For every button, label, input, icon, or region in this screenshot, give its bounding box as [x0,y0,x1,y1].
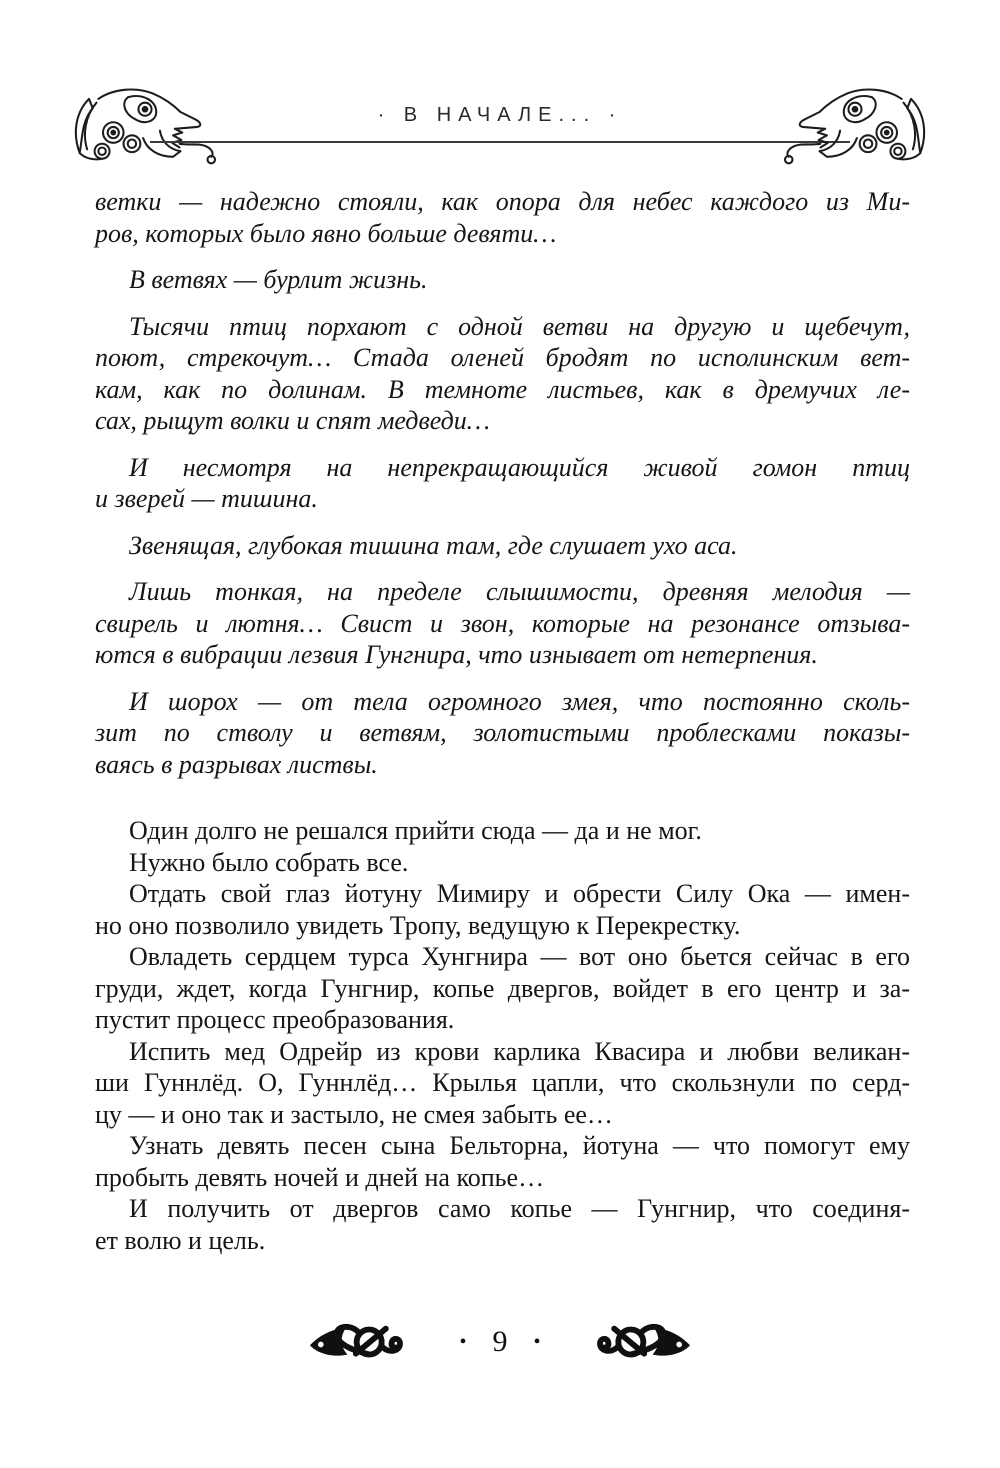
text-line: пробыть девять ночей и дней на копье… [95,1162,545,1192]
paragraph [95,186,910,249]
text-line: Испить мед Одрейр из крови карлика Квасира и любви великан- [129,1036,910,1066]
paragraph [95,311,910,437]
text-line: И шорох — от тела огромного змея, что постоянно сколь- [129,686,910,716]
paragraph [95,878,910,941]
page-number: 9 [492,1325,508,1358]
text-line: И несмотря на непрекращающийся живой гомон птиц [129,452,910,482]
text-line: поют, стрекочут… Стада оленей бродят по исполинским вет- [95,343,910,372]
text-line: Тысячи птиц порхают с одной ветви на другую и щебечут, [129,311,910,341]
dragon-head-ornament-right-icon [780,84,930,168]
text-line: Звенящая, глубокая тишина там, где слушает ухо аса. [129,530,738,560]
header-rule [150,141,850,143]
text-line: Овладеть сердцем турса Хунгнира — вот оно бьется сейчас в его [129,942,910,971]
paragraph [95,815,910,847]
paragraph [95,452,910,515]
page-header [0,84,1000,168]
text-line: груди, ждет, когда Гунгнир, копье двергов, войдет в его центр и за- [95,973,910,1003]
italic-section [95,186,910,780]
text-line: ветки — надежно стояли, как опора для небес каждого из Ми- [95,187,910,216]
paragraph [95,576,910,671]
text-line: ров, которых было явно больше девяти… [95,218,557,248]
paragraph [95,1036,910,1131]
text-line: но оно позволило увидеть Тропу, ведущую к Перекрестку. [95,910,741,940]
text-line: сах, рыщут волки и спят медведи… [95,406,490,435]
text-line: ет волю и цель. [95,1225,266,1255]
paragraph [95,847,910,879]
text-line: В ветвях — бурлит жизнь. [129,265,428,294]
text-line: ваясь в разрывах листвы. [95,749,378,779]
paragraph [95,264,910,296]
page-number-bullet-left: • [459,1331,467,1353]
text-line: Узнать девять песен сына Бельторна, йотуна — что помогут ему [129,1131,910,1160]
text-line: Один долго не решался прийти сюда — да и не мог. [129,816,702,845]
paragraph [95,1193,910,1256]
text-line: цу — и оно так и застыло, не смея забыть ее… [95,1099,613,1129]
text-line: свирель и лютня… Свист и звон, которые на резонансе отзыва- [95,608,910,638]
text-line: пустит процесс преобразования. [95,1005,455,1034]
knot-ornament-right-icon [567,1317,693,1367]
text-line: и зверей — тишина. [95,484,318,513]
plain-section [95,815,910,1256]
knot-ornament-left-icon [307,1317,433,1367]
page-footer [0,1314,1000,1370]
paragraph [95,686,910,781]
text-line: ются в вибрации лезвия Гунгнира, что изнывает от нетерпения. [95,640,818,669]
page-body [95,186,910,1256]
page-number-bullet-right: • [533,1331,541,1353]
text-line: Отдать свой глаз йотуну Мимиру и обрести Силу Ока — имен- [129,879,910,908]
text-line: Нужно было собрать все. [129,847,409,877]
paragraph [95,530,910,562]
chapter-title: · В НАЧАЛЕ... · [377,104,623,126]
text-line: зит по стволу и ветвям, золотистыми проблесками показы- [95,718,910,747]
paragraph [95,941,910,1036]
text-line: ши Гуннлёд. О, Гуннлёд… Крылья цапли, что скользнули по серд- [95,1068,910,1097]
paragraph [95,1130,910,1193]
text-line: кам, как по долинам. В темноте листьев, как в дремучих ле- [95,374,910,404]
text-line: Лишь тонкая, на пределе слышимости, древняя мелодия — [129,577,910,606]
text-line: И получить от двергов само копье — Гунгнир, что соединя- [129,1194,910,1223]
